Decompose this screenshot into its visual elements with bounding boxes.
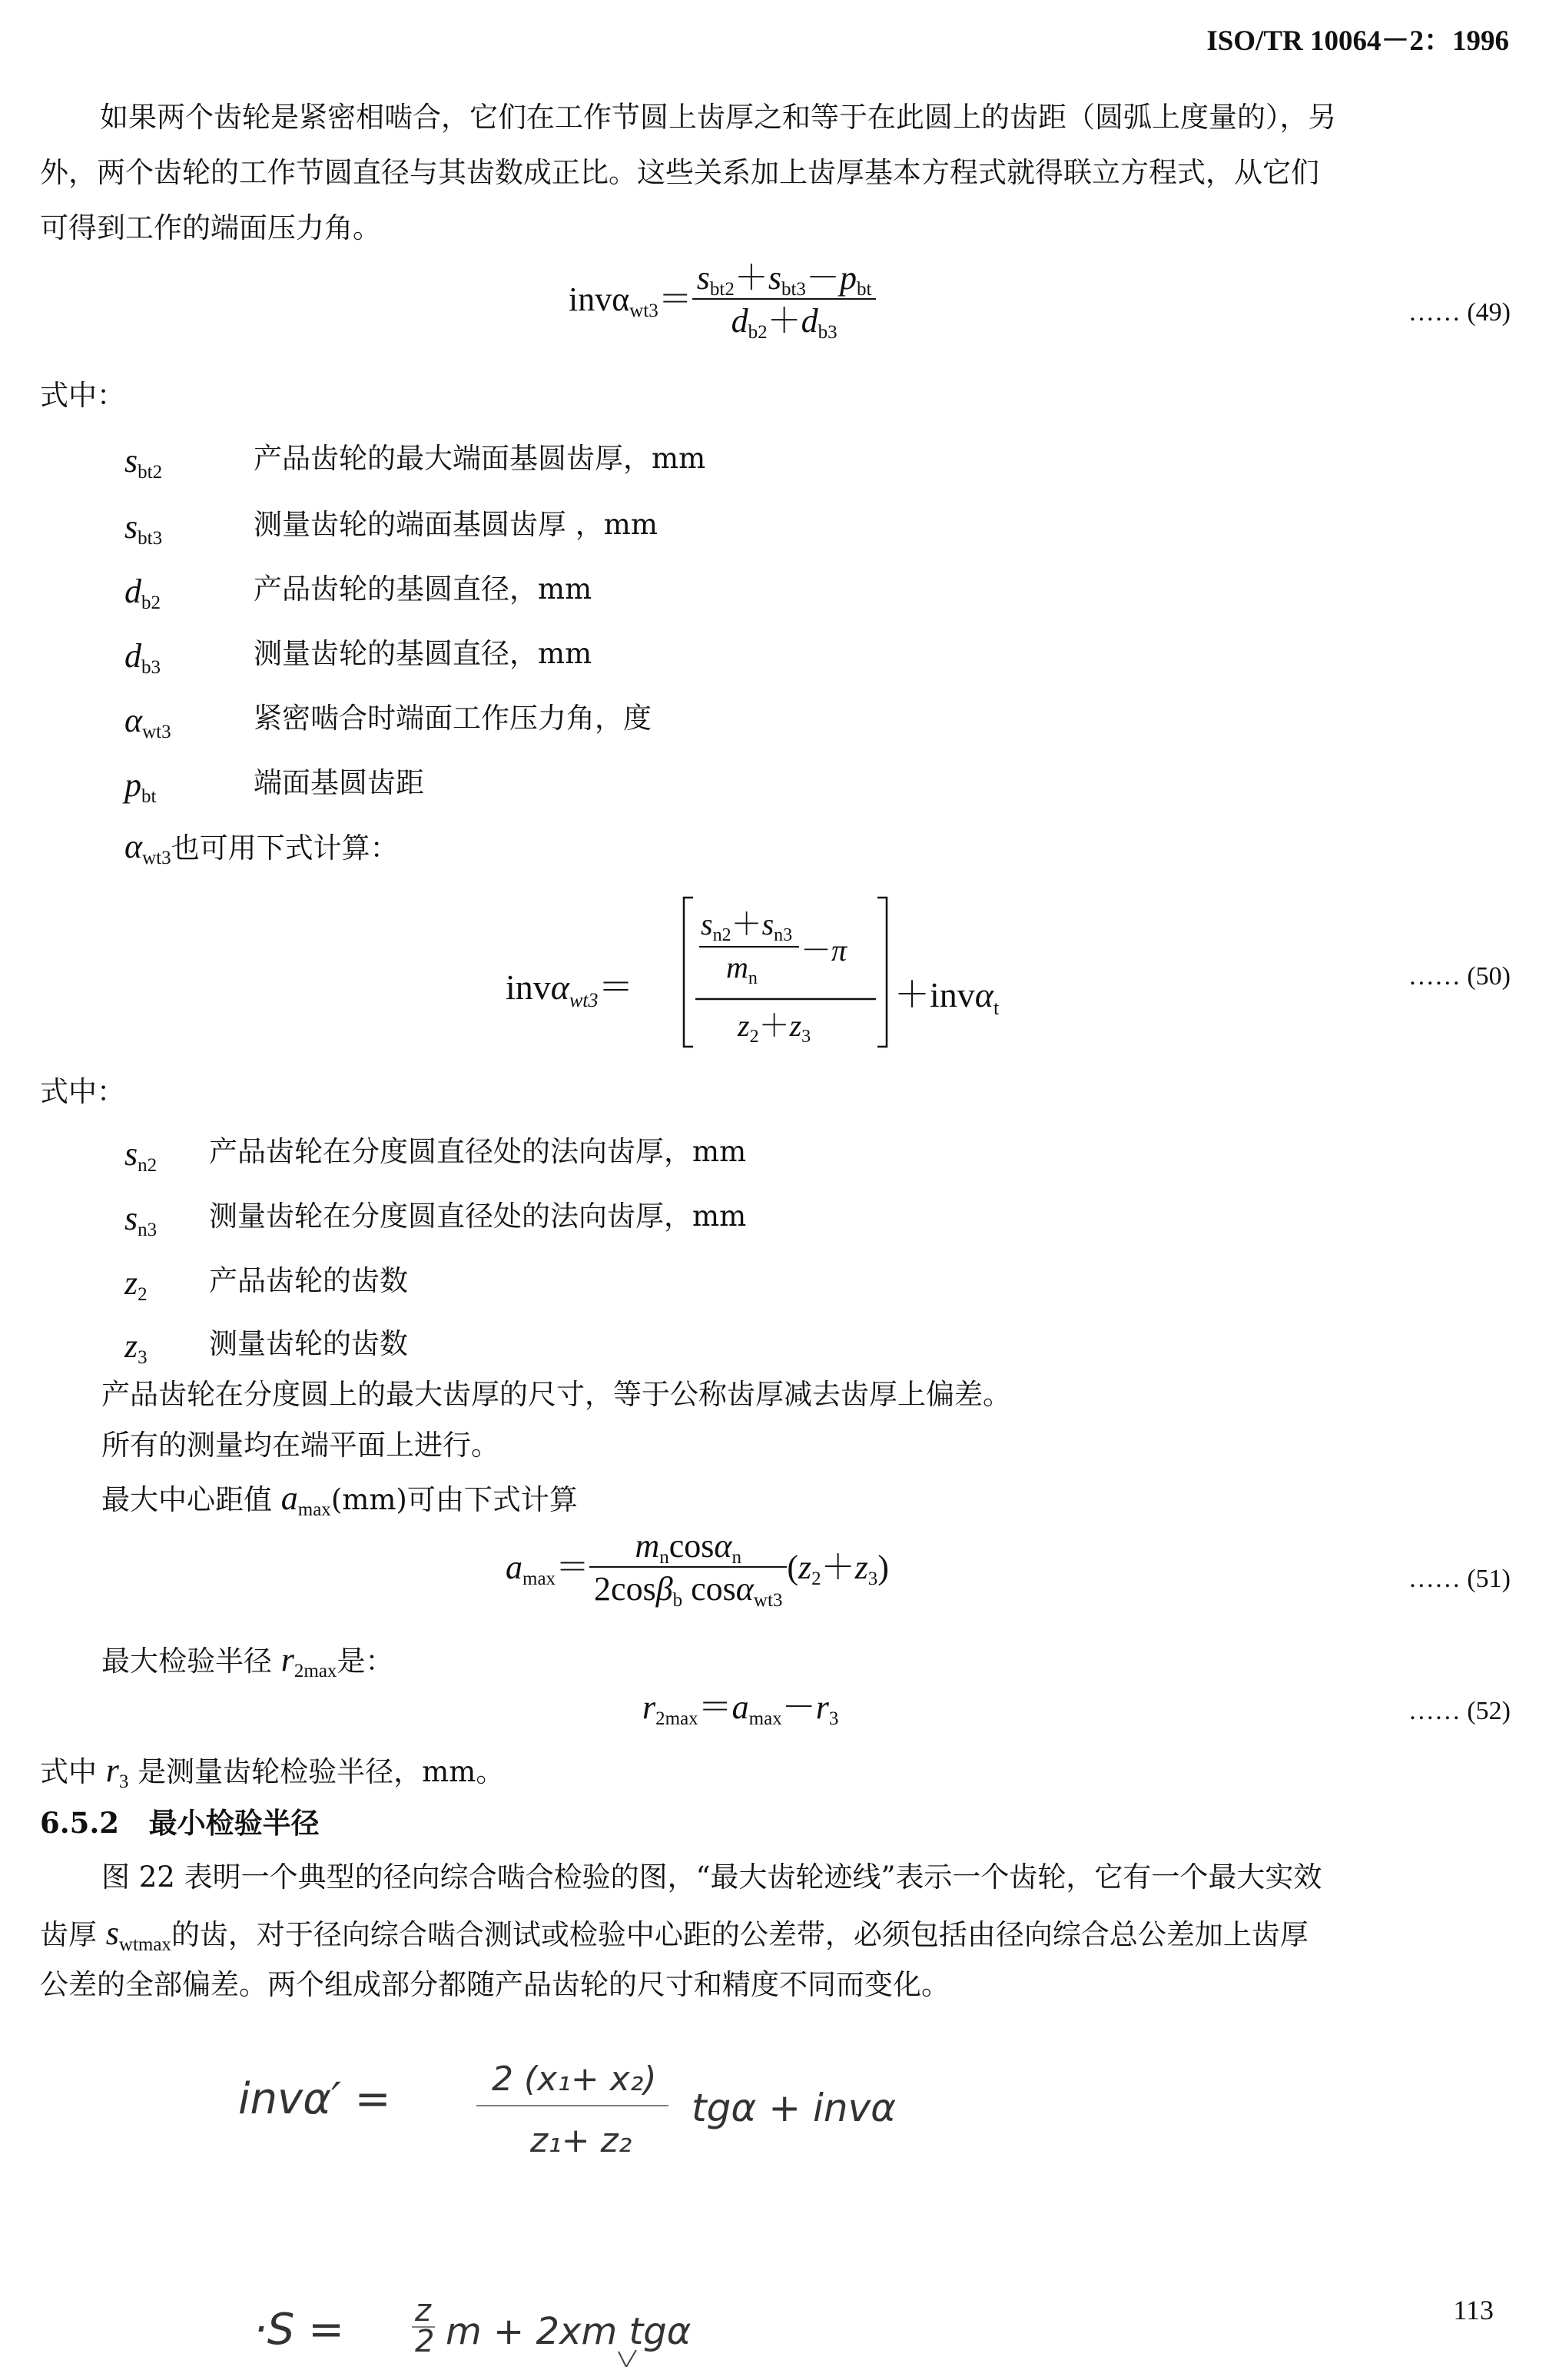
def-desc-sbt3: 测量齿轮的端面基圆齿厚 ，mm: [254, 508, 658, 541]
svg-text:invα′ =: invα′ =: [238, 2074, 391, 2124]
def-desc-db3: 测量齿轮的基圆直径，mm: [254, 637, 592, 670]
equation-51: amax＝ $\frac{mncos\alpha n}{\text{2cosβb cosαwt3}}$ (z2＋z3): [506, 1527, 889, 1611]
def-desc-sn2: 产品齿轮在分度圆直径处的法向齿厚，mm: [209, 1135, 747, 1168]
para2-line-1: 产品齿轮在分度圆上的最大齿厚的尺寸，等于公称齿厚减去齿厚上偏差。: [101, 1378, 1011, 1411]
def-desc-z3: 测量齿轮的齿数: [209, 1327, 408, 1360]
handwritten-notes: [231, 2029, 1153, 2367]
svg-text:invαwt3＝: invα$_{wt3}$＝: [506, 968, 634, 1011]
def-symbol-awt3: $\alpha_{wt3}$: [124, 702, 171, 742]
svg-text:z₁+ z₂: z₁+ z₂: [530, 2121, 632, 2160]
svg-text:＋invαt: ＋invα$_t$: [894, 975, 1000, 1019]
svg-text:sn2＋sn3: $s_{n2}+s_{n3}$: [701, 907, 793, 945]
equation-52-number: …… (52): [1408, 1697, 1511, 1725]
para5-line-3: 公差的全部偏差。两个组成部分都随产品齿轮的尺寸和精度不同而变化。: [40, 1968, 950, 2001]
para5-line-2: 齿厚 $s_{wtmax}$的齿，对于径向综合啮合测试或检验中心距的公差带，必须包括由径向综合总公差加上齿厚: [40, 1914, 1309, 1955]
equation-52: r2max＝amax－r3: [642, 1688, 839, 1729]
def-symbol-z2: $z_2$: [124, 1264, 148, 1305]
eq49-lhs: invα: [569, 280, 630, 318]
equation-51-number: …… (51): [1408, 1565, 1511, 1593]
equation-49: invαwt3＝ $\frac{\text{sbt2＋sbt3－pbt}}{db2+db3}$: [569, 261, 876, 338]
eq49-lhs-sub: wt3: [629, 300, 658, 321]
def-desc-sn3: 测量齿轮在分度圆直径处的法向齿厚，mm: [209, 1200, 747, 1233]
def-symbol-sn2: $s_{n2}$: [124, 1135, 158, 1176]
section-number: 6.5.2: [40, 1806, 119, 1840]
svg-text:mn: $m_n$: [726, 950, 758, 988]
def-desc-pbt: 端面基圆齿距: [254, 766, 424, 799]
section-heading: [40, 1806, 320, 1840]
section-title: 最小检验半径: [148, 1807, 320, 1840]
def-symbol-sbt2: $s_{bt2}$: [124, 442, 163, 483]
def-symbol-sn3: $s_{n3}$: [124, 1200, 158, 1240]
para4-line: 式中 $r_3$ 是测量齿轮检验半径，mm。: [40, 1751, 505, 1792]
def-desc-awt3: 紧密啮合时端面工作压力角，度: [254, 702, 652, 735]
equation-50-number: …… (50): [1408, 962, 1511, 991]
svg-text:m + 2xm tgα: m + 2xm tgα: [446, 2310, 692, 2353]
para2-line-2: 所有的测量均在端平面上进行。: [101, 1429, 499, 1462]
intro-line-1: 如果两个齿轮是紧密相啮合，它们在工作节圆上齿厚之和等于在此圆上的齿距（圆弧上度量的），另: [100, 101, 1337, 134]
para5-line-1: 图 22 表明一个典型的径向综合啮合检验的图，“最大齿轮迹线”表示一个齿轮，它有一个最大实效: [101, 1861, 1322, 1894]
para2-line-3: 最大中心距值 $a_{max}(mm)$可由下式计算: [101, 1479, 578, 1520]
def-symbol-z3: $z_3$: [124, 1327, 148, 1368]
def-desc-z2: 产品齿轮的齿数: [209, 1264, 408, 1297]
standard-header: ISO/TR 10064－2：1996: [1206, 25, 1509, 57]
intro-line-3: 可得到工作的端面压力角。: [40, 211, 381, 244]
def-symbol-db2: $d_{b2}$: [124, 573, 161, 613]
svg-text:2: 2: [415, 2324, 435, 2359]
svg-text:·S =: ·S =: [254, 2305, 345, 2355]
svg-text:tgα + invα: tgα + invα: [692, 2086, 897, 2130]
para3-line: 最大检验半径 $r_{2max}$是：: [101, 1641, 394, 1681]
where-label-2: 式中：: [40, 1075, 125, 1108]
equation-50: [492, 884, 1076, 1061]
def-symbol-sbt3: $s_{bt3}$: [124, 508, 163, 549]
svg-text:z: z: [415, 2293, 431, 2329]
svg-text:2 (x₁+ x₂): 2 (x₁+ x₂): [492, 2060, 657, 2099]
where-label-1: 式中：: [40, 379, 125, 412]
alt-calc-line: $\alpha_{wt3}$也可用下式计算：: [124, 828, 399, 868]
intro-line-2: 外，两个齿轮的工作节圆直径与其齿数成正比。这些关系加上齿厚基本方程式就得联立方程式，从它们: [40, 156, 1319, 189]
page-number: 113: [1453, 2295, 1494, 2325]
svg-text:－π: －π: [801, 933, 847, 968]
equation-49-number: …… (49): [1408, 298, 1511, 327]
svg-text:z2＋z3: $z_2+z_3$: [738, 1008, 811, 1047]
def-desc-db2: 产品齿轮的基圆直径，mm: [254, 573, 592, 606]
def-symbol-pbt: $p_{bt}$: [124, 766, 157, 807]
def-symbol-db3: $d_{b3}$: [124, 637, 161, 678]
def-desc-sbt2: 产品齿轮的最大端面基圆齿厚，mm: [254, 442, 706, 475]
